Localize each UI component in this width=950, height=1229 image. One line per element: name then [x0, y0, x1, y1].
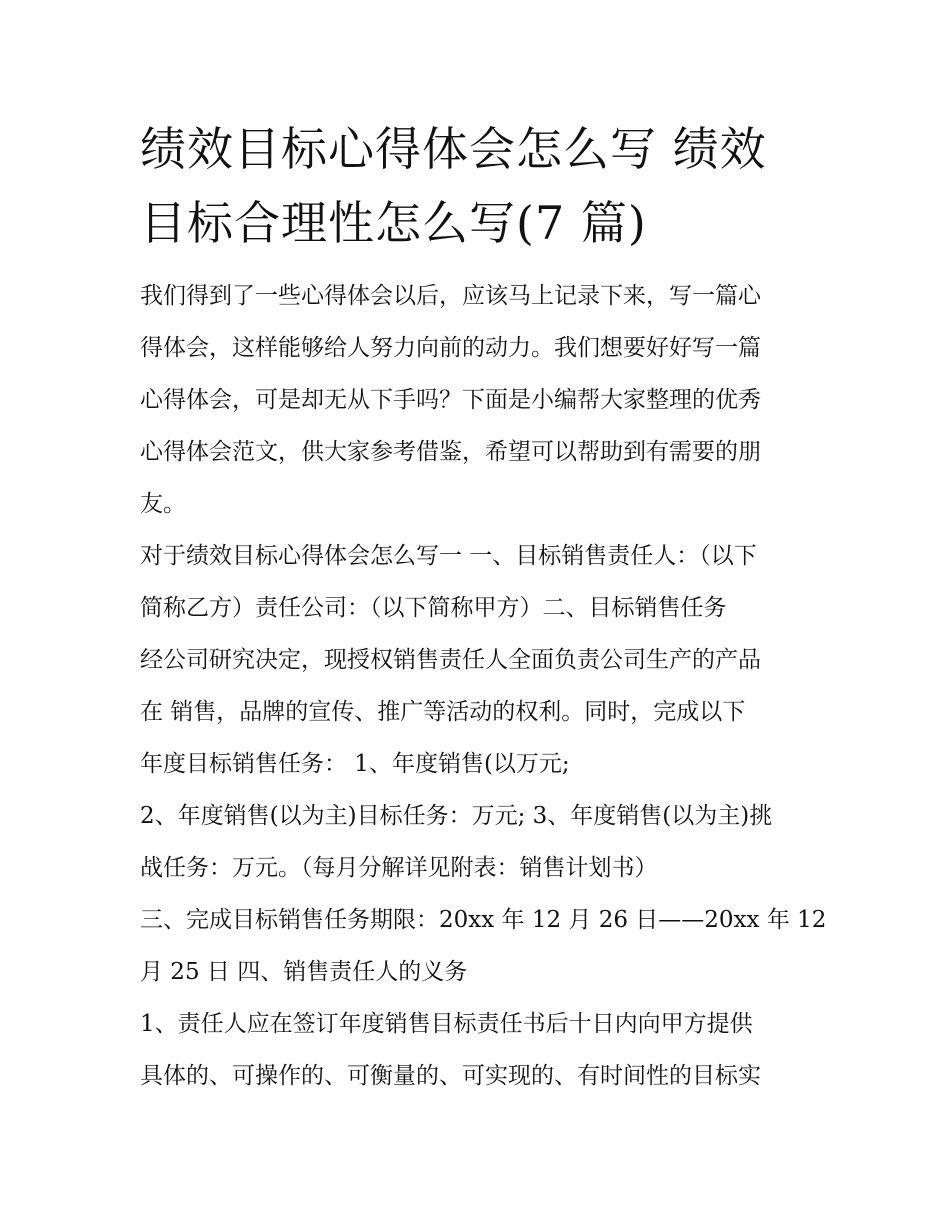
- body-line: 我们得到了一些心得体会以后，应该马上记录下来，写一篇心: [140, 283, 761, 309]
- body-line: 对于绩效目标心得体会怎么写一 一、目标销售责任人：（以下: [140, 543, 757, 569]
- body-line: 年度目标销售任务： 1、年度销售(以万元;: [140, 751, 570, 777]
- body-line: 心得体会范文，供大家参考借鉴，希望可以帮助到有需要的朋: [140, 439, 761, 465]
- document-page: [140, 112, 827, 1102]
- title-line-2: 目标合理性怎么写(7 篇): [140, 196, 647, 250]
- document-body: [140, 270, 827, 1102]
- body-line: 友。: [140, 491, 186, 517]
- body-line: 心得体会，可是却无从下手吗？下面是小编帮大家整理的优秀: [140, 387, 761, 413]
- body-line: 2、年度销售(以为主)目标任务：万元; 3、年度销售(以为主)挑: [140, 803, 773, 829]
- body-line: 得体会，这样能够给人努力向前的动力。我们想要好好写一篇: [140, 335, 761, 361]
- body-line: 具体的、可操作的、可衡量的、可实现的、有时间性的目标实: [140, 1063, 761, 1089]
- body-line: 1、责任人应在签订年度销售目标责任书后十日内向甲方提供: [140, 1011, 753, 1037]
- title-line-1: 绩效目标心得体会怎么写 绩效: [140, 122, 767, 176]
- body-line: 经公司研究决定，现授权销售责任人全面负责公司生产的产品: [140, 647, 761, 673]
- body-line: 简称乙方）责任公司：（以下简称甲方）二、目标销售任务: [140, 595, 727, 621]
- body-line: 月 25 日 四、销售责任人的义务: [140, 959, 468, 985]
- body-line: 在 销售，品牌的宣传、推广等活动的权利。同时，完成以下: [140, 699, 746, 725]
- body-line: 三、完成目标销售任务期限：20xx 年 12 月 26 日——20xx 年 12: [140, 907, 827, 933]
- body-line: 战任务：万元。（每月分解详见附表：销售计划书）: [140, 855, 658, 881]
- document-title: [140, 112, 812, 260]
